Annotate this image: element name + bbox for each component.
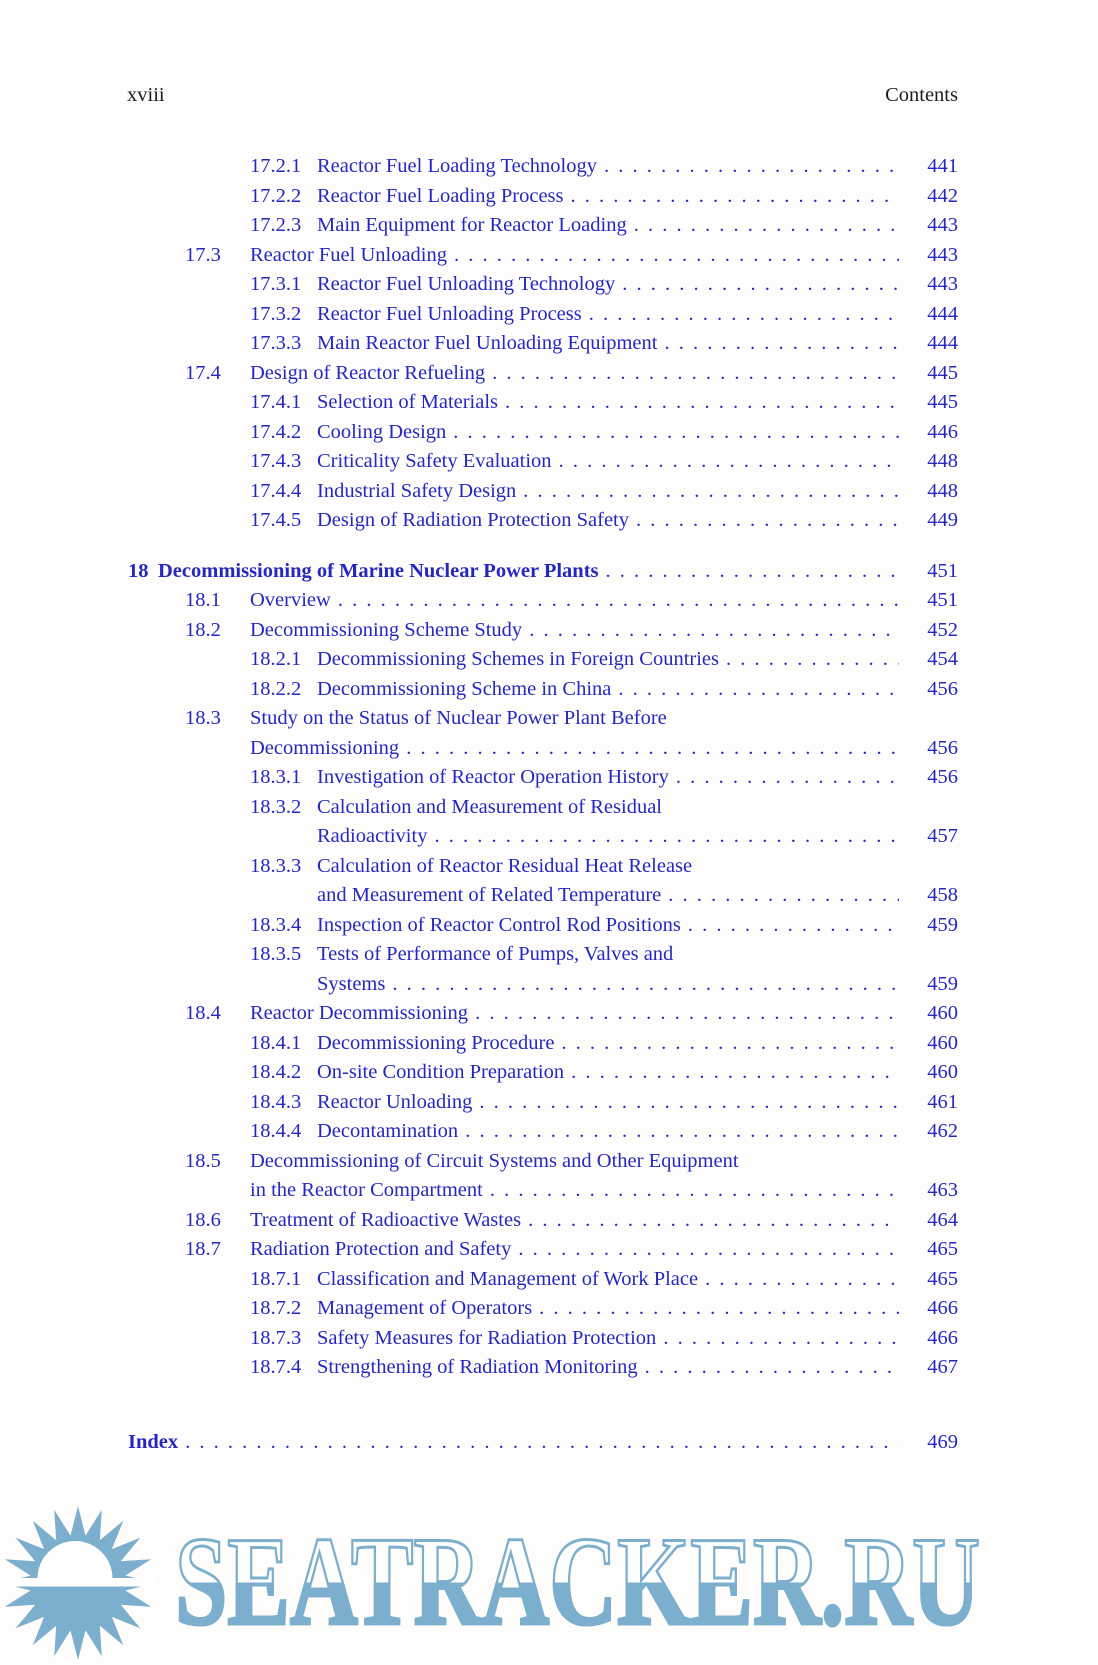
toc-entry-number: 17.3 (185, 243, 221, 266)
toc-page-number: 466 (927, 1297, 958, 1319)
dot-leader (561, 1029, 899, 1059)
dot-leader (490, 1176, 899, 1206)
toc-entry-title: Reactor Fuel Unloading Process (317, 302, 582, 325)
toc-entry-title: Decommissioning of Marine Nuclear Power Plants (158, 559, 599, 582)
dot-leader (676, 763, 899, 793)
toc-row (128, 999, 958, 1029)
toc-row (128, 1117, 958, 1147)
dot-leader (434, 822, 899, 852)
toc-row (128, 1147, 958, 1177)
dot-leader (688, 911, 899, 941)
dot-leader (523, 477, 899, 507)
toc-row (128, 675, 958, 705)
toc-row (128, 1324, 958, 1354)
toc-page-number: 460 (927, 1002, 958, 1024)
toc-row (128, 911, 958, 941)
toc-row (128, 1235, 958, 1265)
toc-row (128, 447, 958, 477)
toc-row (128, 329, 958, 359)
toc-entry-title: Reactor Fuel Loading Technology (317, 155, 597, 177)
toc-entry-title: Systems (317, 972, 386, 995)
toc-entry-title: Selection of Materials (317, 391, 499, 413)
toc-entry-title: On-site Condition Preparation (317, 1061, 565, 1083)
toc-page-number: 443 (927, 273, 958, 295)
toc-entry-title: Criticality Safety Evaluation (317, 450, 552, 472)
toc-page-number: 459 (927, 913, 958, 936)
toc-entry-number: 18.7.4 (250, 1356, 302, 1378)
dot-leader (618, 675, 899, 705)
toc-row (128, 270, 958, 300)
dot-leader (705, 1265, 899, 1295)
toc-entry-number: 18.4.1 (250, 1031, 302, 1054)
toc-row (128, 241, 958, 271)
toc-entry-number: 18.2.1 (250, 648, 302, 670)
toc-entry-title: Design of Radiation Protection Safety (317, 509, 629, 531)
toc-row (128, 1265, 958, 1295)
toc-entry-number: 18.3.5 (250, 943, 302, 965)
toc-row (128, 477, 958, 507)
toc-row (128, 1176, 958, 1206)
toc-row (128, 1353, 958, 1383)
toc-row (128, 852, 958, 882)
dot-leader (492, 359, 899, 389)
toc-row (128, 970, 958, 1000)
toc-page-number: 465 (927, 1238, 958, 1260)
toc-row (128, 734, 958, 764)
toc-row (128, 645, 958, 675)
toc-entry-number: 18.4.4 (250, 1120, 302, 1142)
toc-entry-number: 17.4.4 (250, 479, 302, 502)
toc-entry-title: Industrial Safety Design (317, 479, 517, 502)
toc-row (128, 881, 958, 911)
toc-list (128, 152, 958, 1457)
toc-row (128, 152, 958, 182)
dot-leader (454, 241, 899, 271)
toc-page-number: 454 (927, 648, 958, 670)
dot-leader (636, 506, 899, 536)
dot-leader (645, 1353, 899, 1383)
toc-entry-number: 17.2.2 (250, 184, 302, 207)
toc-row (128, 822, 958, 852)
toc-row (128, 182, 958, 212)
toc-entry-title: Reactor Fuel Loading Process (317, 184, 564, 207)
toc-page-number: 456 (927, 736, 958, 759)
dot-leader (453, 418, 899, 448)
toc-entry-number: 18.3.2 (250, 795, 302, 818)
page-header (127, 84, 958, 106)
toc-row (128, 1206, 958, 1236)
toc-entry-title: Decommissioning Procedure (317, 1031, 555, 1054)
toc-page-number: 451 (927, 559, 958, 582)
toc-row (128, 557, 958, 587)
toc-page-number: 444 (927, 332, 958, 354)
toc-entry-number: 17.4.5 (250, 509, 302, 531)
toc-page-number: 449 (927, 509, 958, 531)
dot-leader (475, 999, 899, 1029)
dot-leader (571, 1058, 899, 1088)
toc-page-number: 452 (927, 618, 958, 641)
toc-entry-title: Classification and Management of Work Place (317, 1267, 699, 1290)
toc-row (128, 1029, 958, 1059)
toc-page-number: 443 (927, 243, 958, 266)
toc-row (128, 1428, 958, 1458)
toc-entry-title: Calculation of Reactor Residual Heat Release (317, 854, 693, 877)
dot-leader (479, 1088, 899, 1118)
toc-entry-number: 17.4 (185, 361, 221, 384)
toc-row (128, 616, 958, 646)
toc-entry-title: Radioactivity (317, 825, 428, 847)
toc-entry-number: 18.7.2 (250, 1297, 302, 1319)
toc-entry-number: 17.4.1 (250, 391, 302, 413)
toc-entry-number: 18.7.3 (250, 1326, 302, 1349)
toc-page-number: 461 (927, 1090, 958, 1113)
toc-row (128, 418, 958, 448)
dot-leader (528, 1206, 899, 1236)
toc-entry-title: Decommissioning Scheme Study (250, 618, 523, 641)
dot-leader (726, 645, 899, 675)
dot-leader (338, 586, 899, 616)
toc-entry-number: 17.2.3 (250, 214, 302, 236)
toc-row (128, 940, 958, 970)
toc-entry-title: Treatment of Radioactive Wastes (250, 1208, 522, 1231)
toc-entry-number: 18.3.1 (250, 766, 302, 788)
toc-page-number: 446 (927, 420, 958, 443)
toc-entry-title: Index (128, 1430, 179, 1453)
toc-row (128, 1294, 958, 1324)
toc-page-number: 443 (927, 214, 958, 236)
toc-entry-title: Cooling Design (317, 420, 447, 443)
toc-entry-title: Decommissioning Scheme in China (317, 677, 612, 700)
toc-page-number: 462 (927, 1120, 958, 1142)
toc-page-number: 465 (927, 1267, 958, 1290)
toc-page-number: 456 (927, 766, 958, 788)
toc-row (128, 388, 958, 418)
toc-entry-title: Reactor Fuel Unloading (250, 243, 447, 266)
dot-leader (185, 1428, 899, 1458)
toc-entry-title: Overview (250, 589, 331, 611)
toc-entry-number: 17.3.3 (250, 332, 302, 354)
toc-row (128, 1058, 958, 1088)
dot-leader (634, 211, 899, 241)
toc-entry-number: 18.4.2 (250, 1061, 302, 1083)
toc-page-number: 463 (927, 1179, 958, 1201)
toc-entry-title: Main Reactor Fuel Unloading Equipment (317, 332, 658, 354)
toc-entry-number: 18.3 (185, 707, 221, 729)
toc-entry-number: 18.7.1 (250, 1267, 302, 1290)
toc-entry-title: Investigation of Reactor Operation History (317, 766, 669, 788)
toc-entry-title: Decontamination (317, 1120, 459, 1142)
dot-leader (668, 881, 899, 911)
toc-entry-number: 18.4.3 (250, 1090, 302, 1113)
dot-leader (622, 270, 899, 300)
sun-icon (0, 1505, 156, 1665)
toc-entry-title: Radiation Protection and Safety (250, 1238, 512, 1260)
toc-page-number: 460 (927, 1031, 958, 1054)
toc-row (128, 359, 958, 389)
toc-page-number: 451 (927, 589, 958, 611)
toc-page-number: 469 (927, 1430, 958, 1453)
watermark-text: SEATRACKER.RU (175, 1512, 981, 1652)
dot-leader (663, 1324, 899, 1354)
toc-entry-title: Decommissioning of Circuit Systems and Other Equipment (250, 1149, 739, 1172)
toc-entry-number: 17.3.1 (250, 273, 302, 295)
dot-leader (539, 1294, 899, 1324)
dot-leader (505, 388, 899, 418)
dot-leader (571, 182, 899, 212)
toc-row (128, 793, 958, 823)
dot-leader (392, 970, 899, 1000)
dot-leader (606, 557, 900, 587)
toc-row (128, 1088, 958, 1118)
toc-entry-number: 18.4 (185, 1002, 221, 1024)
toc-entry-number: 18.1 (185, 589, 221, 611)
toc-page-number: 460 (927, 1061, 958, 1083)
folio: xviii (127, 84, 165, 106)
dot-leader (465, 1117, 899, 1147)
toc-entry-title: Tests of Performance of Pumps, Valves and (317, 943, 674, 965)
toc-row (128, 300, 958, 330)
toc-entry-number: 17.3.2 (250, 302, 302, 325)
toc-page-number: 448 (927, 450, 958, 472)
dot-leader (559, 447, 899, 477)
toc-entry-title: Decommissioning Schemes in Foreign Countries (317, 648, 719, 670)
toc-page-number: 448 (927, 479, 958, 502)
toc-entry-title: Reactor Decommissioning (250, 1002, 469, 1024)
toc-entry-title: Design of Reactor Refueling (250, 361, 486, 384)
toc-page-number: 464 (927, 1208, 958, 1231)
toc-row (128, 211, 958, 241)
toc-entry-title: Main Equipment for Reactor Loading (317, 214, 627, 236)
dot-leader (529, 616, 899, 646)
toc-entry-number: 17.4.3 (250, 450, 302, 472)
toc-entry-number: 18.2.2 (250, 677, 302, 700)
toc-row (128, 506, 958, 536)
dot-leader (406, 734, 899, 764)
toc-entry-title: Calculation and Measurement of Residual (317, 795, 662, 818)
toc-entry-number: 18.3.4 (250, 913, 302, 936)
toc-entry-title: Decommissioning (250, 736, 400, 759)
dot-leader (604, 152, 899, 182)
toc-row (128, 763, 958, 793)
dot-leader (589, 300, 899, 330)
toc-entry-title: Reactor Unloading (317, 1090, 473, 1113)
toc-entry-number: 18.6 (185, 1208, 221, 1231)
toc-page-number: 445 (927, 391, 958, 413)
toc-entry-number: 18.7 (185, 1238, 221, 1260)
dot-leader (664, 329, 899, 359)
toc-entry-title: Safety Measures for Radiation Protection (317, 1326, 657, 1349)
toc-page-number: 441 (927, 155, 958, 177)
toc-entry-number: 18 (128, 559, 149, 582)
toc-entry-title: Management of Operators (317, 1297, 533, 1319)
toc-row (128, 586, 958, 616)
toc-entry-number: 17.4.2 (250, 420, 302, 443)
toc-page-number: 456 (927, 677, 958, 700)
dot-leader (518, 1235, 899, 1265)
toc-entry-title: in the Reactor Compartment (250, 1179, 483, 1201)
toc-entry-title: Inspection of Reactor Control Rod Positions (317, 913, 681, 936)
toc-entry-number: 18.2 (185, 618, 221, 641)
toc-entry-number: 18.3.3 (250, 854, 302, 877)
toc-page-number: 444 (927, 302, 958, 325)
toc-page-number: 466 (927, 1326, 958, 1349)
toc-row (128, 704, 958, 734)
toc-entry-title: Strengthening of Radiation Monitoring (317, 1356, 638, 1378)
toc-page-number: 457 (927, 825, 958, 847)
toc-page-number: 458 (927, 884, 958, 906)
toc-entry-title: Reactor Fuel Unloading Technology (317, 273, 616, 295)
toc-entry-number: 17.2.1 (250, 155, 302, 177)
toc-page-number: 459 (927, 972, 958, 995)
toc-entry-number: 18.5 (185, 1149, 221, 1172)
toc-entry-title: Study on the Status of Nuclear Power Plant Before (250, 707, 667, 729)
toc-page-number: 442 (927, 184, 958, 207)
toc-page-number: 467 (927, 1356, 958, 1378)
toc-page-number: 445 (927, 361, 958, 384)
running-head: Contents (885, 84, 958, 106)
toc-entry-title: and Measurement of Related Temperature (317, 884, 662, 906)
